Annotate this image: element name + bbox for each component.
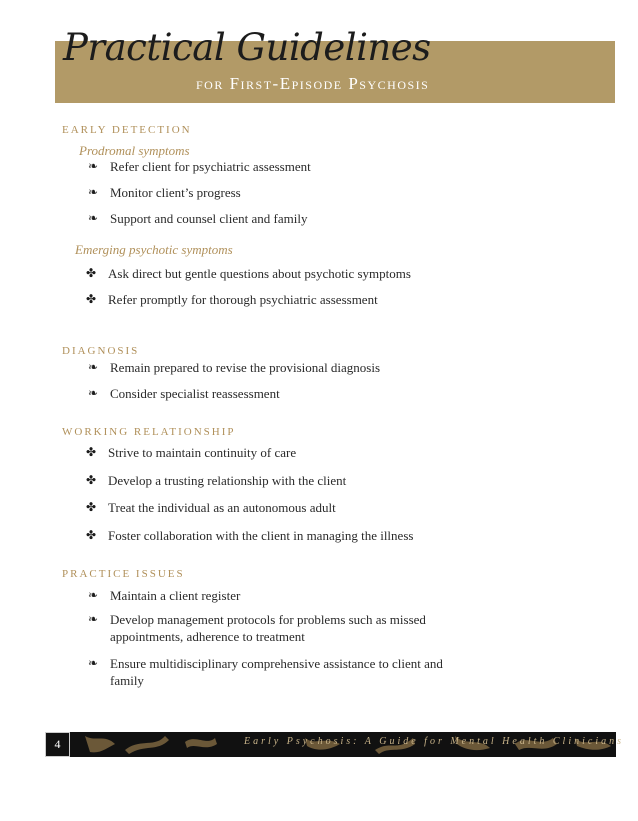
- subtitle-main: First-Episode Psychosis: [229, 74, 430, 93]
- leaf-bullet-icon: ❧: [87, 360, 99, 374]
- section-heading-diagnosis: DIAGNOSIS: [62, 345, 140, 357]
- leaf-bullet-icon: ✤: [85, 266, 97, 280]
- leaf-bullet-icon: ✤: [85, 473, 97, 487]
- leaf-bullet-icon: ❧: [87, 588, 99, 602]
- leaf-bullet-icon: ✤: [85, 500, 97, 514]
- footer-title: Early Psychosis: A Guide for Mental Health Clinicians: [244, 736, 624, 747]
- section-heading-early-detection: EARLY DETECTION: [62, 124, 192, 136]
- leaf-bullet-icon: ❧: [87, 386, 99, 400]
- leaf-bullet-icon: ❧: [87, 159, 99, 173]
- sub-label-emerging: Emerging psychotic symptoms: [75, 242, 233, 257]
- section-heading-working-relationship: WORKING RELATIONSHIP: [62, 426, 236, 438]
- section-heading-practice-issues: PRACTICE ISSUES: [62, 568, 185, 580]
- leaf-bullet-icon: ✤: [85, 445, 97, 459]
- sub-label-prodromal: Prodromal symptoms: [79, 143, 190, 158]
- leaf-bullet-icon: ❧: [87, 612, 99, 626]
- leaf-bullet-icon: ❧: [87, 185, 99, 199]
- page-number: 4: [45, 732, 70, 757]
- leaf-bullet-icon: ✤: [85, 292, 97, 306]
- subtitle-prefix: for: [196, 74, 230, 93]
- leaf-bullet-icon: ❧: [87, 211, 99, 225]
- leaf-bullet-icon: ❧: [87, 656, 99, 670]
- leaf-bullet-icon: ✤: [85, 528, 97, 542]
- page-title-script: Practical Guidelines: [63, 26, 431, 69]
- page-subtitle: [196, 74, 429, 94]
